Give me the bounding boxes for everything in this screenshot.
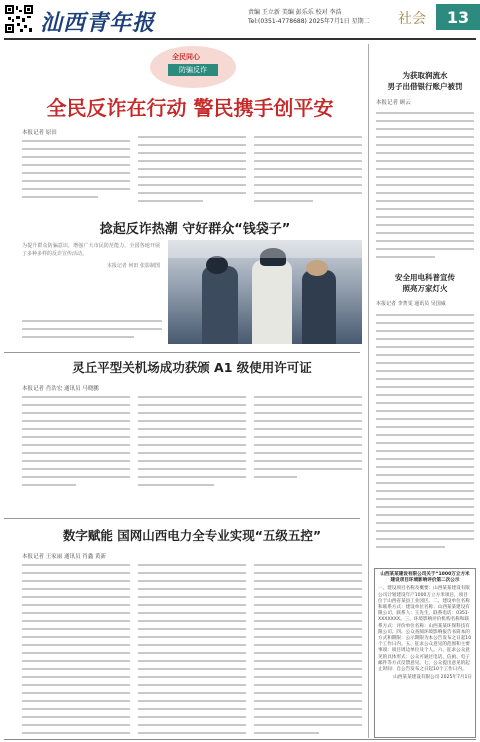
public-notice: 山西某某建设有限公司关于“1000万立方米 建设项目环境影响评价第二次公示 一、建设项目名称及概要：山西某某建设有限公司计划建设年产1000万立方米项目，项目位于山西省某县工业园区。二、建设单位名称和联系方式：建设单位名称：山西某某建设有限公司，联系人：王先生，联系电话：0351-XXXXXXX。三、环境影响评价机构名称和联系方式：评价单位名称：山西某某环保科技有限公司。四、公众查阅环境影响报告书简本的方式和期限：公示期限为本公告发布之日起10个工作日内。五、征求公众意见的范围和主要事项：项目周边单位及个人。六、征求公众意见的具体形式：公众可通过电话、信函、电子邮件等方式反馈意见。七、公众提出意见的起止时间：自公告发布之日起10个工作日内。 山西某某建设有限公司 2025年7月1日 xyxy=(374,568,476,738)
lead-body-col2 xyxy=(138,134,246,208)
right1-headline: 为获取润流水 男子出借银行账户被罚 xyxy=(387,71,463,91)
lead-body-col3 xyxy=(254,134,362,208)
article4-byline: 本报记者 王家丽 通讯员 肖鑫 黄新 xyxy=(22,554,106,560)
article4-headline: 数字赋能 国网山西电力全专业实现“五级五控” xyxy=(62,528,322,543)
divider xyxy=(4,352,360,353)
lead-headline: 全民反诈在行动 警民携手创平安 xyxy=(46,96,334,120)
lead-kicker-badge: 全民同心 防骗反诈 xyxy=(150,46,236,88)
article4-body xyxy=(22,562,362,738)
divider xyxy=(4,518,360,519)
qr-code-icon xyxy=(4,4,34,34)
article3-body xyxy=(22,394,362,514)
column-divider xyxy=(368,44,369,738)
article2-body xyxy=(22,318,162,348)
police-photo xyxy=(168,240,362,344)
lead-body-col1 xyxy=(22,138,130,208)
right1-byline: 本报记者 顾云 xyxy=(376,100,411,106)
article2-caption: 为提升群众防骗意识，增强广大市民防范能力，全国各地开展了多种多样的反诈宣传活动。 本报记者 何田 张影制图 xyxy=(22,243,160,269)
newspaper-logo: 汕西青年报 xyxy=(40,10,156,36)
article3-headline: 灵丘平型关机场成功获颁 A1 级使用许可证 xyxy=(72,360,312,375)
masthead-info: 责编 王立新 美编 彭乐乐 校对 李浩 Tel:(0351-4778688) 2025年7月1日 星期二 xyxy=(248,9,370,25)
masthead-rule xyxy=(4,38,476,40)
section-label: 社会 xyxy=(398,11,426,27)
article3-byline: 本报记者 肖浩宏 通讯员 马晓鹏 xyxy=(22,386,99,392)
right1-body xyxy=(376,110,474,266)
footer-rule xyxy=(4,739,476,740)
page-number: 13 xyxy=(436,4,480,30)
right2-byline: 本报记者 李菁雯 通讯员 吴国威 xyxy=(376,301,446,307)
article2-headline: 捻起反诈热潮 守好群众“钱袋子” xyxy=(99,222,291,237)
right2-headline: 安全用电科普宣传 照亮万家灯火 xyxy=(395,273,455,293)
right2-body xyxy=(376,312,474,562)
lead-byline: 本报记者 原田 xyxy=(22,130,57,136)
